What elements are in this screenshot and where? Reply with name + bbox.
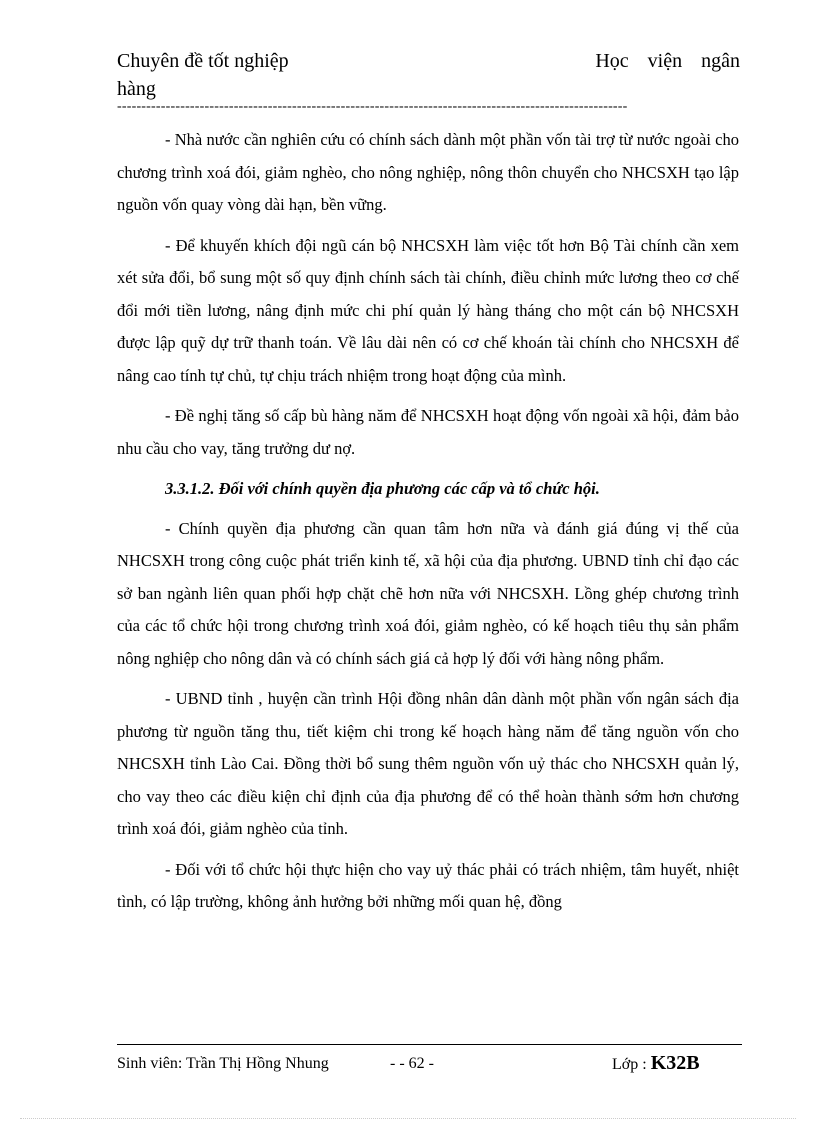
page-footer xyxy=(117,1052,742,1078)
footer-class-value: K32B xyxy=(650,1052,700,1074)
header-institution: Học viện ngân xyxy=(595,50,740,72)
paragraph: - Đề nghị tăng số cấp bù hàng năm để NHCSXH hoạt động vốn ngoài xã hội, đảm bảo nhu cầu cho vay, tăng trưởng dư nợ. xyxy=(117,406,739,458)
paragraph: - Chính quyền địa phương cần quan tâm hơn nữa và đánh giá đúng vị thế của NHCSXH trong công cuộc phát triển kinh tế, xã hội của địa phương. UBND tỉnh chỉ đạo các sở ban ngành liên quan phối hợp chặt chẽ hơn nữa với NHCSXH. Lồng ghép chương trình của các tổ chức hội trong chương trình xoá đói, giảm nghèo, có kế hoạch tiêu thụ sản phẩm nông nghiệp cho nông dân và có chính sách giá cả hợp lý đối với hàng nông phẩm. xyxy=(117,518,739,668)
header-divider: --------------------------------------------------------------------------------------------------------- xyxy=(117,100,628,114)
page-bottom-edge xyxy=(20,1118,796,1119)
paragraph: - Để khuyến khích đội ngũ cán bộ NHCSXH làm việc tốt hơn Bộ Tài chính cần xem xét sửa đổi, bổ sung một số quy định chính sách tài chính, điều chỉnh mức lương theo cơ chế đổi mới tiền lương, nâng định mức chi phí quản lý hàng tháng cho một cán bộ NHCSXH được lập quỹ dự trữ thanh toán. Về lâu dài nên có cơ chế khoán tài chính cho NHCSXH để nâng cao tính tự chủ, tự chịu trách nhiệm trong hoạt động của mình. xyxy=(117,235,739,385)
paragraph: - UBND tỉnh , huyện cần trình Hội đồng nhân dân dành một phần vốn ngân sách địa phương từ nguồn tăng thu, tiết kiệm chi trong kế hoạch hàng năm để tăng nguồn vốn cho NHCSXH tỉnh Lào Cai. Đồng thời bổ sung thêm nguồn vốn uỷ thác cho NHCSXH quản lý, cho vay theo các điều kiện chỉ định của địa phương để có thể hoàn thành sớm hơn chương trình xoá đói, giảm nghèo của tỉnh. xyxy=(117,689,739,838)
paragraph: - Đối với tổ chức hội thực hiện cho vay uỷ thác phải có trách nhiệm, tâm huyết, nhiệt tình, có lập trường, không ảnh hưởng bởi những mối quan hệ, đồng xyxy=(117,859,739,911)
section-heading: 3.3.1.2. Đối với chính quyền địa phương các cấp và tổ chức hội. xyxy=(165,479,600,498)
header-thesis-title: Chuyên đề tốt nghiệp xyxy=(117,50,289,72)
paragraph: - Nhà nước cần nghiên cứu có chính sách dành một phần vốn tài trợ từ nước ngoài cho chương trình xoá đói, giảm nghèo, cho nông nghiệp, nông thôn chuyển cho NHCSXH tạo lập nguồn vốn quay vòng dài hạn, bền vững. xyxy=(117,130,739,214)
footer-student-name: Sinh viên: Trần Thị Hồng Nhung xyxy=(117,1055,329,1072)
header-institution-continuation: hàng xyxy=(117,78,156,100)
footer-page-number: - - 62 - xyxy=(390,1055,434,1072)
document-body xyxy=(117,124,739,927)
footer-class xyxy=(612,1052,700,1075)
footer-class-label: Lớp : xyxy=(612,1056,647,1073)
page-header xyxy=(117,50,740,102)
footer-divider xyxy=(117,1044,742,1045)
